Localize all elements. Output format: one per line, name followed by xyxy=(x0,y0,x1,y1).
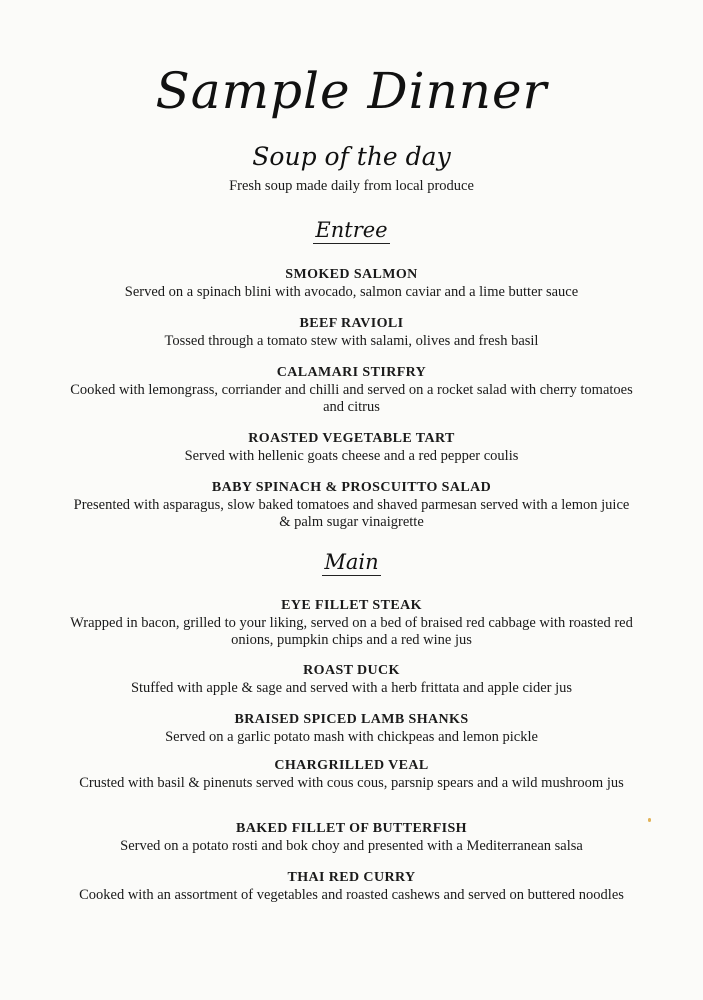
item-name: ROAST DUCK xyxy=(303,663,400,678)
menu-item-braised-lamb-shanks xyxy=(70,711,633,746)
item-description: Crusted with basil & pinenuts served with cous cous, parsnip spears and a wild mushroom jus xyxy=(79,775,624,791)
item-description: Served on a garlic potato mash with chickpeas and lemon pickle xyxy=(165,729,538,745)
item-description: Tossed through a tomato stew with salami, olives and fresh basil xyxy=(164,333,539,349)
item-name: ROASTED VEGETABLE TART xyxy=(248,431,455,446)
soup-heading: Soup of the day xyxy=(252,142,451,171)
item-name: CHARGRILLED VEAL xyxy=(274,758,429,773)
menu-item-chargrilled-veal xyxy=(70,757,633,792)
menu-item-smoked-salmon xyxy=(70,266,633,301)
item-name: BEEF RAVIOLI xyxy=(299,316,404,331)
main-heading-text: Main xyxy=(324,550,379,574)
item-name: THAI RED CURRY xyxy=(287,870,416,885)
paper-speck xyxy=(648,818,651,822)
entree-heading-text: Entree xyxy=(315,218,388,242)
soup-description: Fresh soup made daily from local produce xyxy=(229,178,474,194)
menu-item-roasted-vegetable-tart xyxy=(70,430,633,465)
item-description: Cooked with lemongrass, corriander and chilli and served on a rocket salad with cherry tomatoes and citrus xyxy=(70,382,633,415)
item-description: Wrapped in bacon, grilled to your liking, served on a bed of braised red cabbage with roasted red onions, pumpkin chips and a red wine jus xyxy=(70,615,633,648)
item-description: Served with hellenic goats cheese and a red pepper coulis xyxy=(184,448,519,464)
item-name: EYE FILLET STEAK xyxy=(281,598,422,613)
entree-heading xyxy=(0,218,703,242)
item-name: BAKED FILLET OF BUTTERFISH xyxy=(236,821,467,836)
item-description: Cooked with an assortment of vegetables and roasted cashews and served on buttered noodles xyxy=(79,887,624,903)
item-name: BRAISED SPICED LAMB SHANKS xyxy=(234,712,469,727)
menu-item-eye-fillet-steak xyxy=(70,597,633,649)
item-description: Served on a potato rosti and bok choy and presented with a Mediterranean salsa xyxy=(120,838,583,854)
menu-item-roast-duck xyxy=(70,662,633,697)
menu-item-thai-red-curry xyxy=(70,869,633,904)
menu-item-baked-butterfish xyxy=(70,820,633,855)
item-description: Stuffed with apple & sage and served with a herb frittata and apple cider jus xyxy=(130,680,573,696)
item-name: CALAMARI STIRFRY xyxy=(276,365,427,380)
item-name: SMOKED SALMON xyxy=(285,267,418,282)
menu-item-baby-spinach-salad xyxy=(70,479,633,531)
menu-title: Sample Dinner xyxy=(155,62,548,120)
menu-item-beef-ravioli xyxy=(70,315,633,350)
item-description: Presented with asparagus, slow baked tomatoes and shaved parmesan served with a lemon juice & palm sugar vinaigrette xyxy=(73,497,630,530)
main-heading xyxy=(0,550,703,574)
item-name: BABY SPINACH & PROSCUITTO SALAD xyxy=(211,480,492,495)
menu-item-calamari-stirfry xyxy=(70,364,633,416)
item-description: Served on a spinach blini with avocado, salmon caviar and a lime butter sauce xyxy=(124,284,579,300)
